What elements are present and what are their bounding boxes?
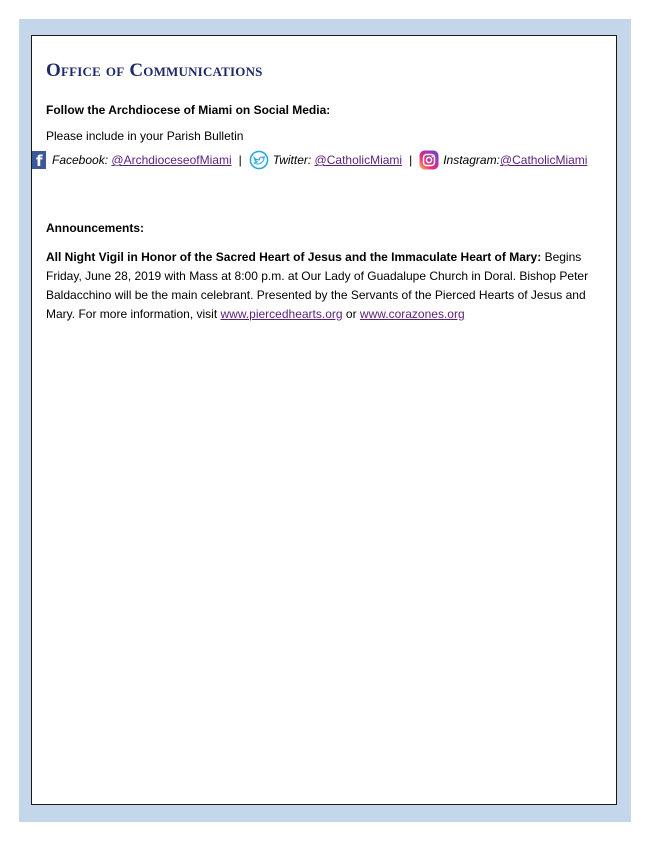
- social-links-row: [32, 149, 587, 171]
- announcement-body: Begins Friday, June 28, 2019 with Mass at 8:00 p.m. at Our Lady of Guadalupe Church in Doral. Bishop Peter Baldacchino will be the main celebrant. Presented by the Servants of the Pierced Hearts of Jesus and Mary. For more information, visit: [46, 250, 589, 321]
- facebook-label: Facebook:: [52, 153, 109, 167]
- facebook-icon[interactable]: f: [32, 151, 46, 169]
- piercedhearts-link[interactable]: www.piercedhearts.org: [220, 307, 343, 321]
- facebook-link[interactable]: @ArchdioceseofMiami: [111, 153, 232, 167]
- separator: |: [238, 153, 242, 167]
- twitter-link[interactable]: @CatholicMiami: [314, 153, 403, 167]
- instagram-icon[interactable]: [419, 150, 439, 170]
- social-heading: Follow the Archdiocese of Miami on Social Media:: [46, 103, 331, 117]
- separator: |: [409, 153, 413, 167]
- page-content: [31, 35, 617, 805]
- page-frame: [19, 19, 631, 822]
- announcements-heading: Announcements:: [46, 221, 145, 235]
- bulletin-note: Please include in your Parish Bulletin: [46, 129, 244, 143]
- announcement-connector: or: [345, 307, 357, 321]
- twitter-label: Twitter:: [272, 153, 312, 167]
- instagram-label: Instagram:: [443, 153, 500, 167]
- announcement-title: All Night Vigil in Honor of the Sacred Heart of Jesus and the Immaculate Heart of Mary:: [46, 250, 542, 264]
- instagram-link[interactable]: @CatholicMiami: [499, 153, 588, 167]
- twitter-icon[interactable]: [249, 150, 269, 170]
- page-title: Office of Communications: [46, 60, 263, 81]
- announcement-item: [46, 248, 612, 324]
- corazones-link[interactable]: www.corazones.org: [359, 307, 465, 321]
